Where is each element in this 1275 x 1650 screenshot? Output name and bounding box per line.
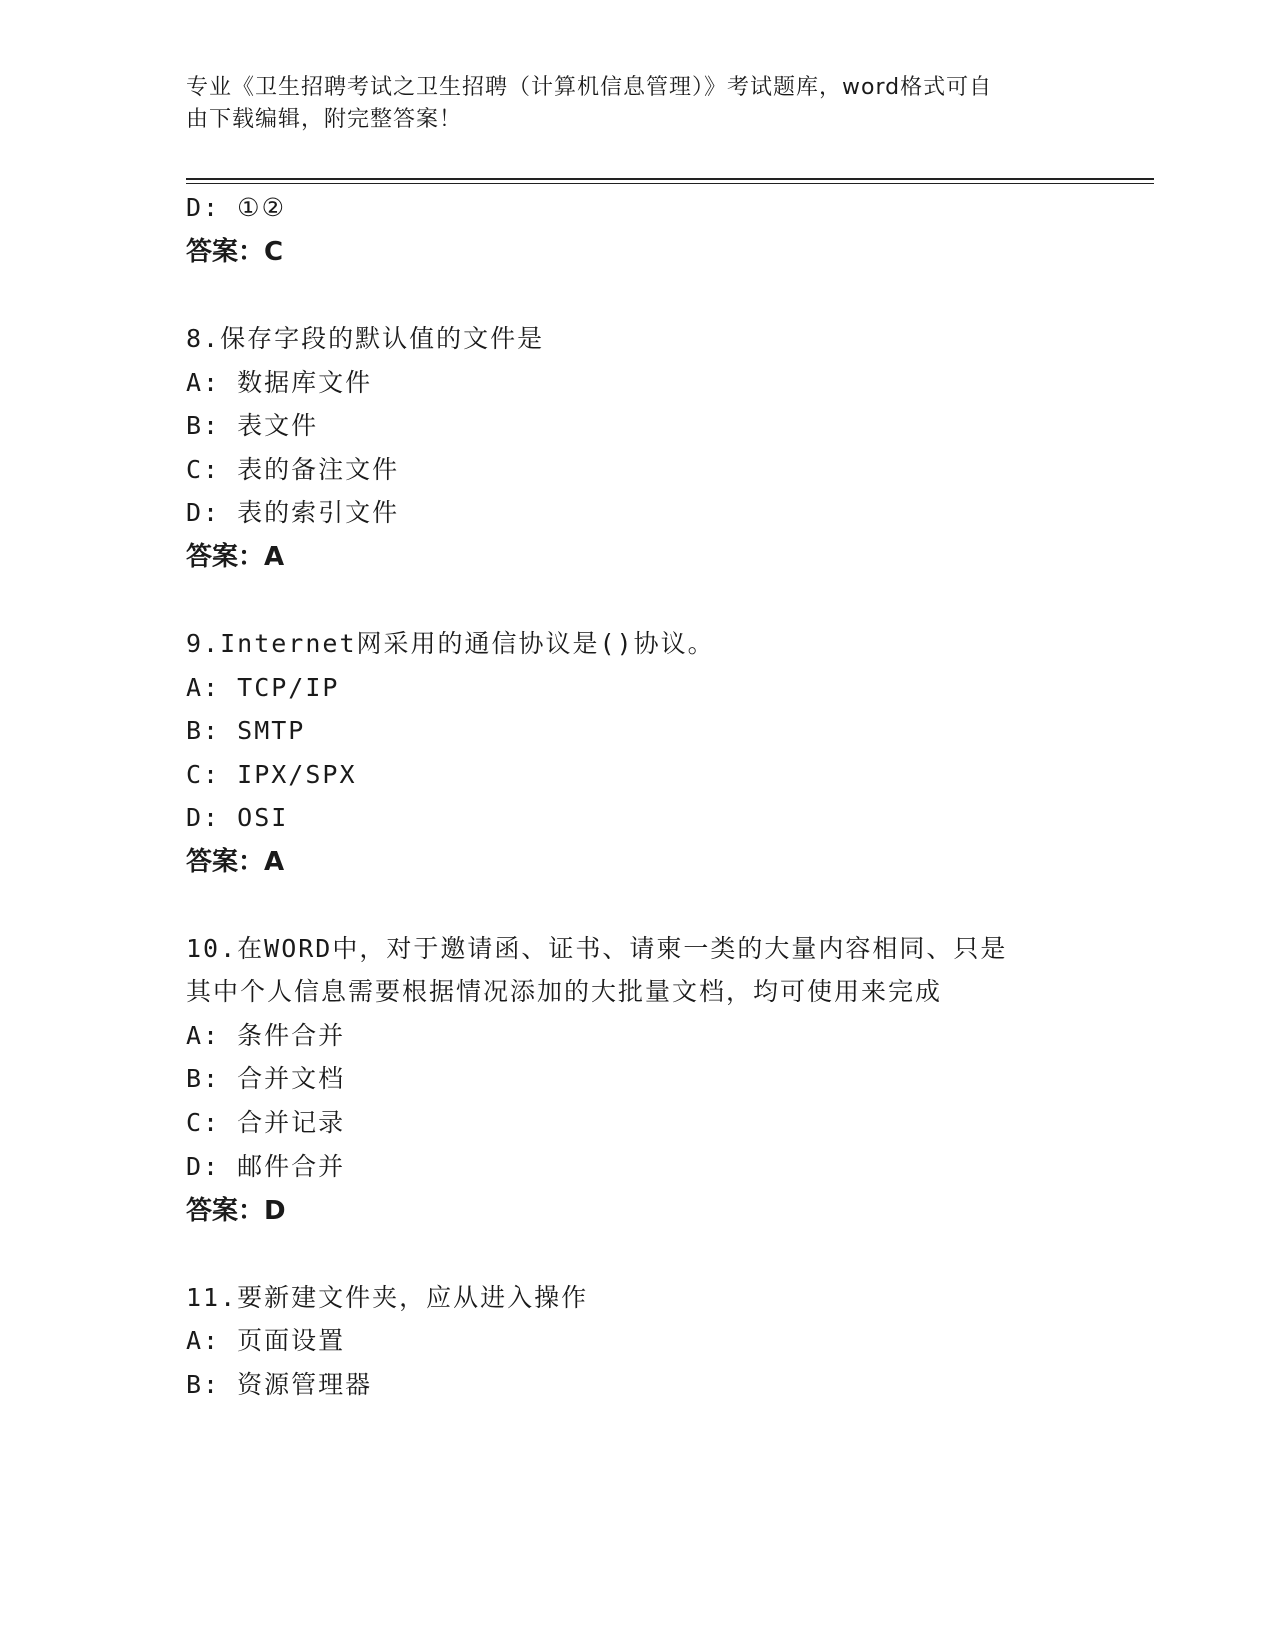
q9-option-a: A: TCP/IP (186, 673, 340, 702)
prev-answer: 答案：C (186, 237, 284, 267)
q10-question-line-2: 其中个人信息需要根据情况添加的大批量文档，均可使用来完成 (186, 977, 943, 1006)
q8-option-d: D: 表的索引文件 (186, 498, 400, 527)
q9-question: 9.Internet网采用的通信协议是()协议。 (186, 629, 715, 658)
q10-option-c: C: 合并记录 (186, 1108, 346, 1137)
q10-answer: 答案：D (186, 1196, 286, 1226)
prev-option-d: D: ①② (186, 193, 286, 222)
q8-question: 8.保存字段的默认值的文件是 (186, 324, 545, 353)
header-line-1: 专业《卫生招聘考试之卫生招聘（计算机信息管理）》考试题库，word格式可自 (186, 75, 993, 100)
q10-option-d: D: 邮件合并 (186, 1152, 346, 1181)
q10-question-line-1: 10.在WORD中，对于邀请函、证书、请柬一类的大量内容相同、只是 (186, 934, 1008, 963)
q11-option-a: A: 页面设置 (186, 1326, 346, 1355)
header-line-2: 由下载编辑，附完整答案！ (186, 107, 463, 132)
q8-option-c: C: 表的备注文件 (186, 455, 400, 484)
document-header (186, 72, 1066, 136)
q8-answer: 答案：A (186, 542, 285, 572)
q8-option-a: A: 数据库文件 (186, 368, 373, 397)
q10-option-b: B: 合并文档 (186, 1064, 346, 1093)
q11-option-b: B: 资源管理器 (186, 1370, 373, 1399)
q10-option-a: A: 条件合并 (186, 1021, 346, 1050)
q9-option-c: C: IPX/SPX (186, 760, 357, 789)
header-rule-thick (186, 178, 1154, 180)
q9-option-b: B: SMTP (186, 716, 306, 745)
header-rule-thin (186, 183, 1154, 184)
q9-option-d: D: OSI (186, 803, 289, 832)
q9-answer: 答案：A (186, 847, 285, 877)
q8-option-b: B: 表文件 (186, 411, 319, 440)
q11-question: 11.要新建文件夹，应从进入操作 (186, 1283, 589, 1312)
